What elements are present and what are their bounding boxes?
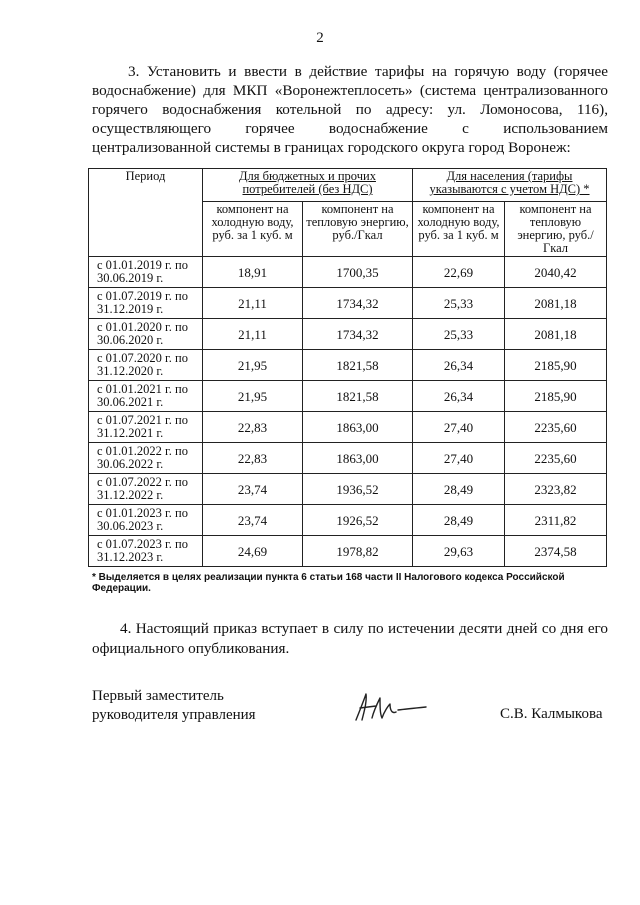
table-row	[89, 288, 607, 319]
signer-title	[92, 687, 256, 725]
budget-heat-cell: 1821,58	[303, 350, 413, 381]
tariff-table	[88, 168, 607, 567]
sub-header-population-heat: компонент на тепловую энергию, руб./Гкал	[505, 202, 607, 257]
population-water-cell: 26,34	[413, 350, 505, 381]
budget-water-cell: 18,91	[203, 257, 303, 288]
table-row	[89, 319, 607, 350]
signer-title-line-1: Первый заместитель	[92, 688, 224, 704]
budget-heat-cell: 1821,58	[303, 381, 413, 412]
budget-water-cell: 22,83	[203, 412, 303, 443]
sub-header-budget-water: компонент на холодную воду, руб. за 1 куб. м	[203, 202, 303, 257]
budget-consumers-header	[203, 169, 413, 202]
population-heat-cell: 2323,82	[505, 474, 607, 505]
period-cell: с 01.01.2022 г. по 30.06.2022 г.	[89, 443, 203, 474]
population-heat-cell: 2374,58	[505, 536, 607, 567]
signer-name: С.В. Калмыкова	[500, 706, 603, 722]
budget-heat-cell: 1700,35	[303, 257, 413, 288]
population-water-cell: 29,63	[413, 536, 505, 567]
table-row	[89, 474, 607, 505]
budget-heat-cell: 1734,32	[303, 319, 413, 350]
budget-water-cell: 21,11	[203, 319, 303, 350]
population-water-cell: 25,33	[413, 288, 505, 319]
population-heat-cell: 2311,82	[505, 505, 607, 536]
period-cell: с 01.07.2023 г. по 31.12.2023 г.	[89, 536, 203, 567]
table-row	[89, 536, 607, 567]
population-water-cell: 26,34	[413, 381, 505, 412]
period-cell: с 01.07.2022 г. по 31.12.2022 г.	[89, 474, 203, 505]
budget-consumers-header-text: Для бюджетных и прочих потребителей (без НДС)	[239, 169, 376, 196]
budget-heat-cell: 1936,52	[303, 474, 413, 505]
budget-water-cell: 21,95	[203, 381, 303, 412]
budget-heat-cell: 1863,00	[303, 412, 413, 443]
budget-heat-cell: 1734,32	[303, 288, 413, 319]
sub-header-population-water: компонент на холодную воду, руб. за 1 куб. м	[413, 202, 505, 257]
period-cell: с 01.07.2020 г. по 31.12.2020 г.	[89, 350, 203, 381]
sub-header-budget-heat: компонент на тепловую энергию, руб./Гкал	[303, 202, 413, 257]
budget-water-cell: 23,74	[203, 505, 303, 536]
table-row	[89, 412, 607, 443]
budget-water-cell: 24,69	[203, 536, 303, 567]
table-group-header-row	[89, 169, 607, 202]
population-heat-cell: 2235,60	[505, 443, 607, 474]
population-heat-cell: 2235,60	[505, 412, 607, 443]
population-header-text: Для населения (тарифы указываются с учетом НДС) *	[429, 169, 590, 196]
page-number: 2	[316, 30, 324, 46]
period-cell: с 01.01.2023 г. по 30.06.2023 г.	[89, 505, 203, 536]
handwritten-signature-icon	[350, 690, 430, 726]
table-row	[89, 257, 607, 288]
period-cell: с 01.01.2019 г. по 30.06.2019 г.	[89, 257, 203, 288]
budget-heat-cell: 1926,52	[303, 505, 413, 536]
period-cell: с 01.07.2019 г. по 31.12.2019 г.	[89, 288, 203, 319]
budget-heat-cell: 1863,00	[303, 443, 413, 474]
budget-water-cell: 23,74	[203, 474, 303, 505]
population-heat-cell: 2081,18	[505, 319, 607, 350]
population-water-cell: 28,49	[413, 474, 505, 505]
footnote: * Выделяется в целях реализации пункта 6 статьи 168 части II Налогового кодекса Российской Федерации.	[92, 572, 565, 594]
population-heat-cell: 2040,42	[505, 257, 607, 288]
period-cell: с 01.07.2021 г. по 31.12.2021 г.	[89, 412, 203, 443]
table-row	[89, 505, 607, 536]
budget-water-cell: 21,11	[203, 288, 303, 319]
population-heat-cell: 2185,90	[505, 350, 607, 381]
table-row	[89, 443, 607, 474]
signer-title-line-2: руководителя управления	[92, 707, 256, 723]
population-heat-cell: 2185,90	[505, 381, 607, 412]
table-row	[89, 350, 607, 381]
paragraph-3	[92, 62, 608, 157]
paragraph-4	[92, 619, 608, 659]
population-water-cell: 27,40	[413, 443, 505, 474]
population-header	[413, 169, 607, 202]
budget-water-cell: 22,83	[203, 443, 303, 474]
period-cell: с 01.01.2021 г. по 30.06.2021 г.	[89, 381, 203, 412]
period-cell: с 01.01.2020 г. по 30.06.2020 г.	[89, 319, 203, 350]
budget-water-cell: 21,95	[203, 350, 303, 381]
population-water-cell: 27,40	[413, 412, 505, 443]
paragraph-4-text: 4. Настоящий приказ вступает в силу по истечении десяти дней со дня его официального опубликования.	[92, 620, 608, 657]
paragraph-3-text: 3. Установить и ввести в действие тарифы на горячую воду (горячее водоснабжение) для МКП «Воронежтеплосеть» (система централизованного горячего водоснабжения котельной по адресу: ул. Ломоносова, 116), осуществляющего горячее водоснабжение с использованием централизованной системы в границах городского округа город Воронеж:	[92, 63, 608, 156]
budget-heat-cell: 1978,82	[303, 536, 413, 567]
table-row	[89, 381, 607, 412]
population-heat-cell: 2081,18	[505, 288, 607, 319]
population-water-cell: 22,69	[413, 257, 505, 288]
population-water-cell: 25,33	[413, 319, 505, 350]
population-water-cell: 28,49	[413, 505, 505, 536]
period-header: Период	[89, 169, 203, 257]
